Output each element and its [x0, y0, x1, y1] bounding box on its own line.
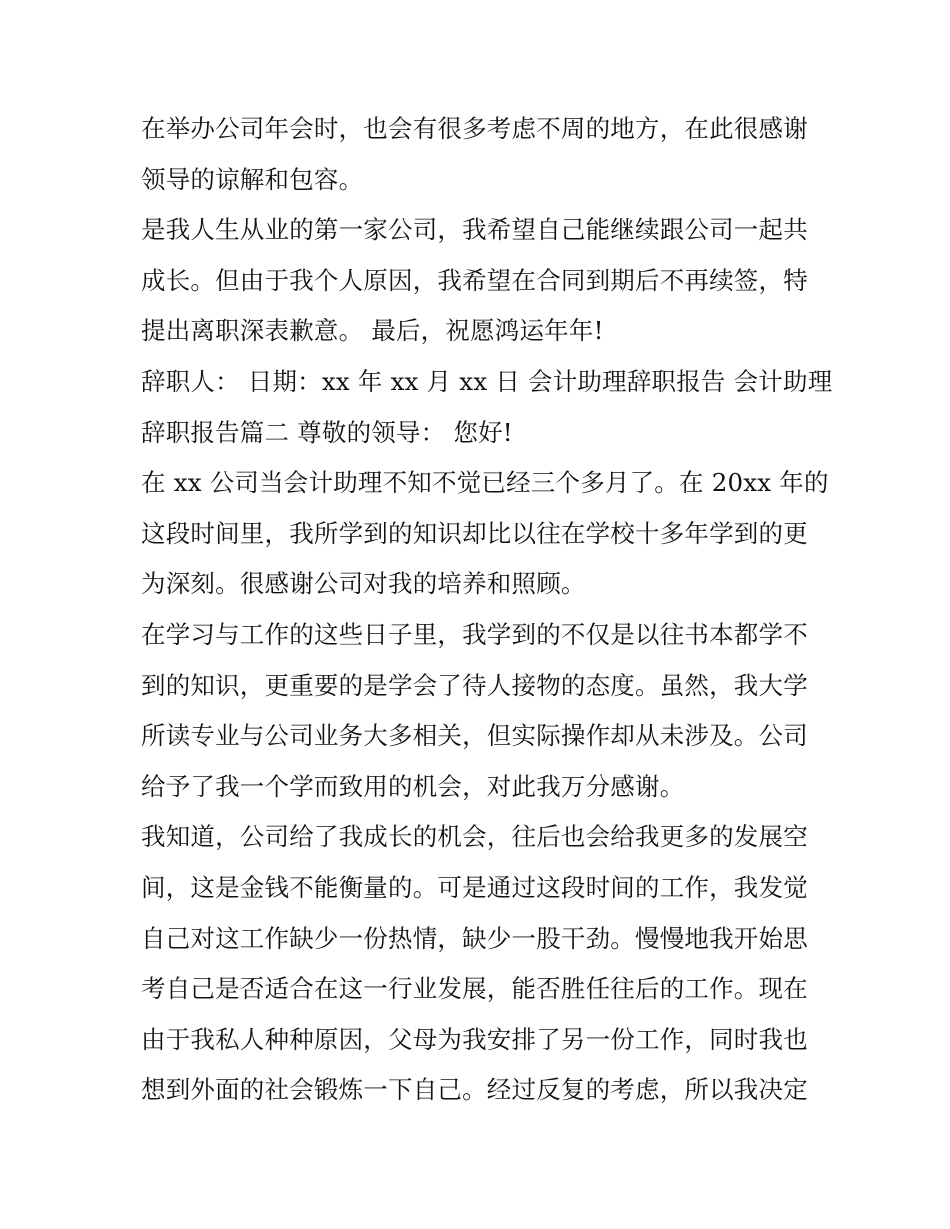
text-line: 间，这是金钱不能衡量的。可是通过这段时间的工作，我发觉	[141, 872, 808, 902]
paragraph-signature-heading	[141, 357, 833, 458]
paragraph-apology	[141, 104, 821, 205]
text-line: 自己对这工作缺少一份热情，缺少一股干劲。慢慢地我开始思	[141, 923, 808, 953]
text-line: 是我人生从业的第一家公司，我希望自己能继续跟公司一起共	[141, 215, 808, 245]
text-line: 我知道，公司给了我成长的机会，往后也会给我更多的发展空	[141, 822, 808, 852]
text-line: 想到外面的社会锻炼一下自己。经过反复的考虑，所以我决定	[141, 1075, 808, 1105]
text-line: 由于我私人种种原因，父母为我安排了另一份工作，同时我也	[141, 1024, 808, 1054]
text-line: 领导的谅解和包容。	[141, 164, 364, 194]
paragraph-first-company	[141, 205, 821, 357]
paragraph-learning	[141, 610, 821, 812]
text-line: 在 xx 公司当会计助理不知不觉已经三个多月了。在 20xx 年的	[141, 468, 829, 498]
text-line: 到的知识，更重要的是学会了待人接物的态度。虽然，我大学	[141, 670, 808, 700]
text-line: 提出离职深表歉意。 最后，祝愿鸿运年年!	[141, 316, 604, 346]
text-line: 在学习与工作的这些日子里，我学到的不仅是以往书本都学不	[141, 619, 808, 649]
text-line: 辞职人： 日期：xx 年 xx 月 xx 日 会计助理辞职报告 会计助理	[141, 366, 833, 396]
text-line: 考自己是否适合在这一行业发展，能否胜任往后的工作。现在	[141, 974, 808, 1004]
paragraph-decision	[141, 812, 821, 1116]
text-line: 所读专业与公司业务大多相关，但实际操作却从未涉及。公司	[141, 721, 808, 751]
text-line: 为深刻。很感谢公司对我的培养和照顾。	[141, 569, 586, 599]
paragraph-three-months	[141, 458, 829, 610]
text-line: 成长。但由于我个人原因，我希望在合同到期后不再续签，特	[141, 265, 808, 295]
text-line: 这段时间里，我所学到的知识却比以往在学校十多年学到的更	[141, 518, 808, 548]
text-line: 辞职报告篇二 尊敬的领导： 您好!	[141, 417, 513, 447]
document-body	[141, 104, 833, 1116]
text-line: 给予了我一个学而致用的机会，对此我万分感谢。	[141, 771, 685, 801]
text-line: 在举办公司年会时，也会有很多考虑不周的地方，在此很感谢	[141, 114, 808, 143]
